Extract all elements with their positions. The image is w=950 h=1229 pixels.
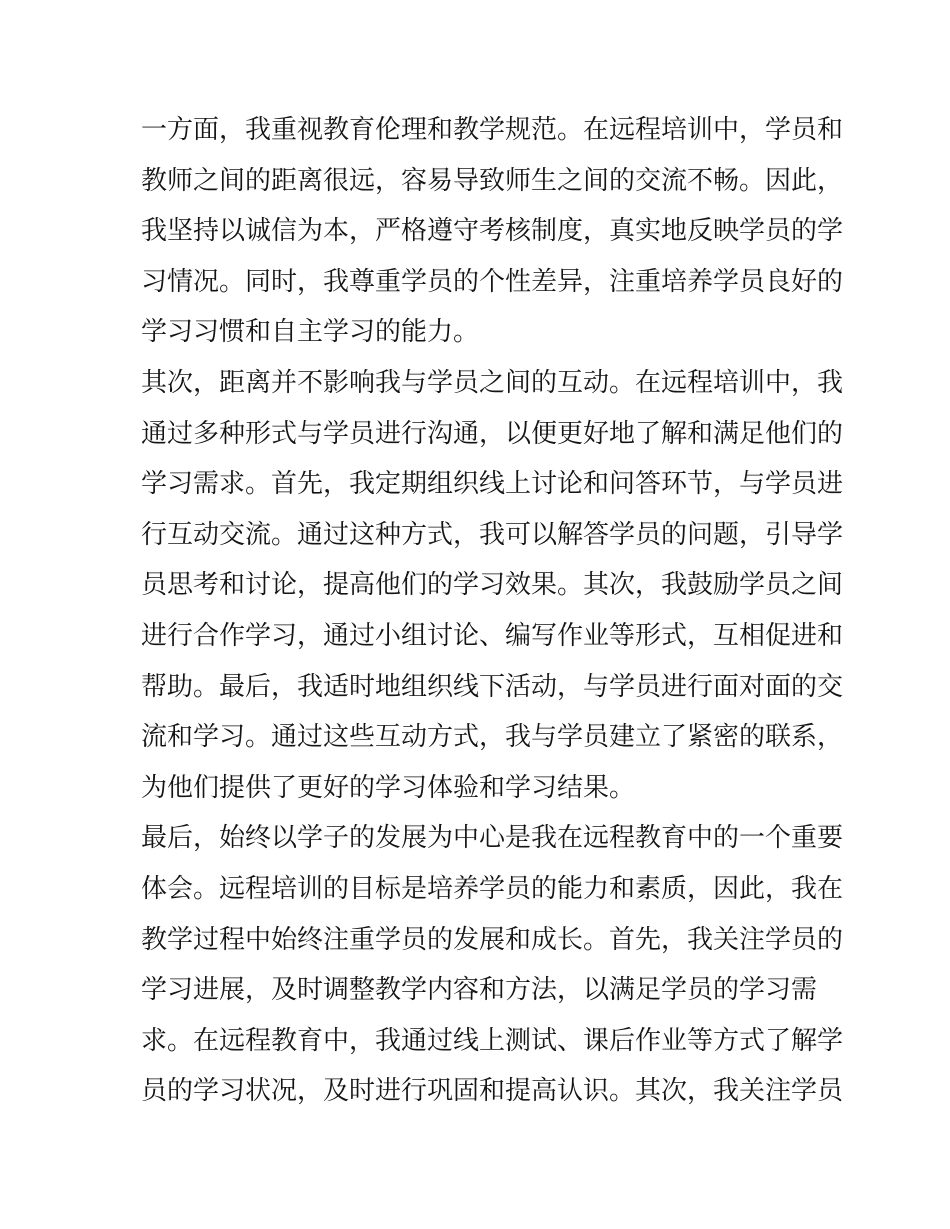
text-line: 一方面，我重视教育伦理和教学规范。在远程培训中，学员和: [141, 115, 844, 145]
text-line: 我坚持以诚信为本，严格遵守考核制度，真实地反映学员的学: [141, 216, 844, 247]
text-line: 习情况。同时，我尊重学员的个性差异，注重培养学员良好的: [141, 266, 844, 297]
text-line: 学习需求。首先，我定期组织线上讨论和问答环节，与学员进: [141, 469, 844, 500]
text-line: 最后，始终以学子的发展为中心是我在远程教育中的一个重要: [141, 823, 844, 854]
text-line: 流和学习。通过这些互动方式，我与学员建立了紧密的联系，: [141, 722, 844, 753]
text-line: 员思考和讨论，提高他们的学习效果。其次，我鼓励学员之间: [141, 570, 844, 601]
text-line: 员的学习状况，及时进行巩固和提高认识。其次，我关注学员: [141, 1076, 844, 1107]
text-line: 学习习惯和自主学习的能力。: [141, 317, 480, 348]
text-line: 学习进展，及时调整教学内容和方法，以满足学员的学习需: [141, 975, 818, 1006]
text-line: 教学过程中始终注重学员的发展和成长。首先，我关注学员的: [141, 924, 844, 955]
text-line: 进行合作学习，通过小组讨论、编写作业等形式，互相促进和: [141, 620, 844, 651]
text-line: 体会。远程培训的目标是培养学员的能力和素质，因此，我在: [141, 873, 844, 904]
text-line: 通过多种形式与学员进行沟通，以便更好地了解和满足他们的: [141, 418, 844, 449]
text-line: 教师之间的距离很远，容易导致师生之间的交流不畅。因此，: [141, 165, 844, 196]
text-line: 为他们提供了更好的学习体验和学习结果。: [141, 772, 636, 803]
text-line: 行互动交流。通过这种方式，我可以解答学员的问题，引导学: [141, 519, 844, 550]
body-text: [141, 105, 844, 1117]
text-line: 求。在远程教育中，我通过线上测试、课后作业等方式了解学: [141, 1025, 844, 1056]
text-line: 其次，距离并不影响我与学员之间的互动。在远程培训中，我: [141, 367, 844, 398]
text-line: 帮助。最后，我适时地组织线下活动，与学员进行面对面的交: [141, 671, 844, 702]
